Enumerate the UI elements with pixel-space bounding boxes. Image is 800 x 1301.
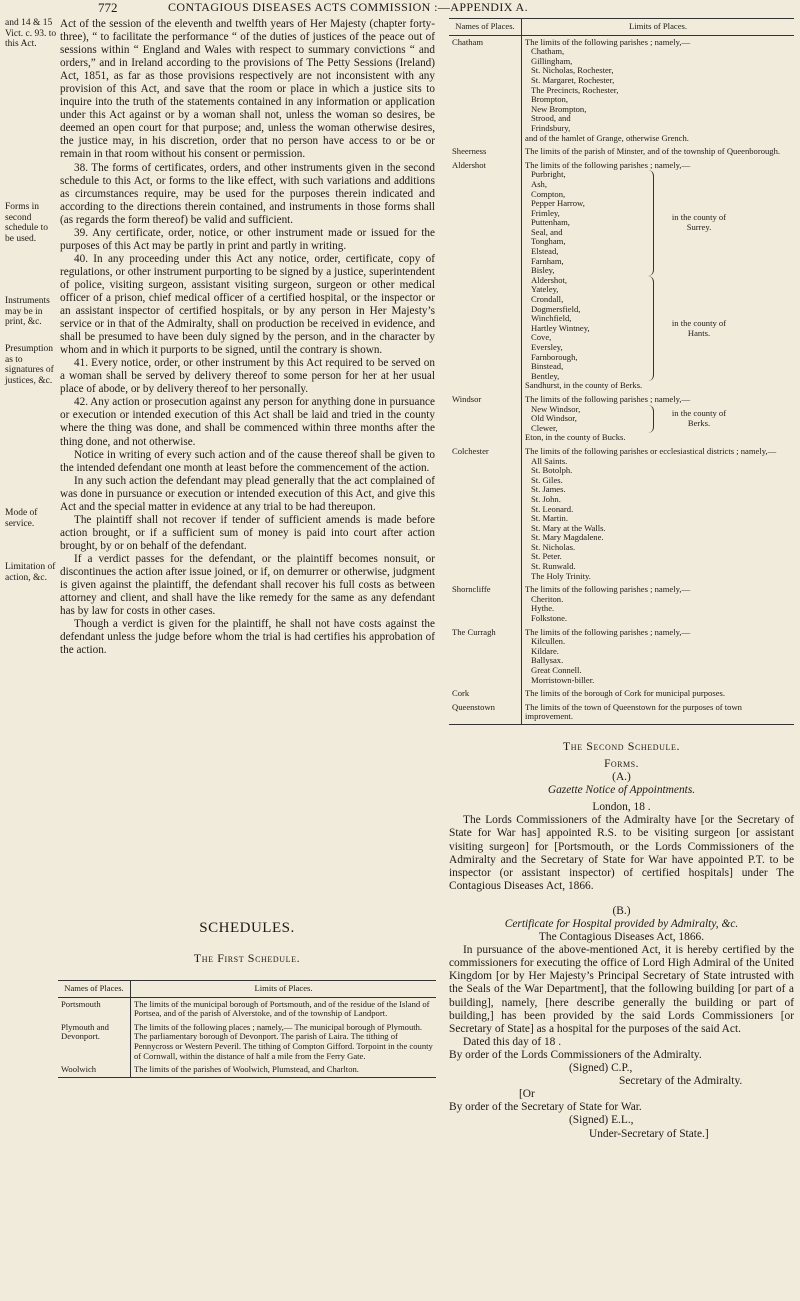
col-limits-header: Limits of Places. bbox=[522, 19, 795, 36]
list-item: Kilcullen. bbox=[531, 636, 566, 647]
list-item: Farnborough, bbox=[531, 351, 578, 362]
list-item: St. Giles. bbox=[531, 474, 563, 485]
list-item: Elstead, bbox=[531, 246, 559, 257]
second-schedule-title: The Second Schedule. bbox=[562, 738, 681, 753]
list-item: Dogmersfield, bbox=[531, 303, 581, 314]
table-row bbox=[449, 145, 794, 159]
para-verdict-plaintiff: Though a verdict is given for the plaintiff, he shall not have costs against the defendant unless the judge before whom the trial is had certifies his approbation of the action. bbox=[60, 618, 435, 657]
list-item: Farnham, bbox=[531, 255, 564, 266]
col-places-header: Names of Places. bbox=[58, 981, 131, 998]
list-item: St. Runwald. bbox=[531, 561, 576, 572]
county-label: in the county of Hants. bbox=[671, 318, 727, 338]
table-row bbox=[58, 1021, 436, 1063]
list-item: Strood, and bbox=[531, 113, 571, 124]
first-schedule-table-continued bbox=[449, 18, 794, 725]
form-b-dated: Dated this day of 18 . bbox=[463, 1035, 562, 1048]
list-item: Bentley, bbox=[531, 370, 560, 381]
list-item: Clewer, bbox=[531, 422, 558, 433]
para-tender: The plaintiff shall not recover if tender of sufficient amends is made before action brought, or if a sufficient sum of money is paid into court after action brought, by or on behalf of the defendant. bbox=[60, 513, 435, 552]
list-item: Brompton, bbox=[531, 94, 569, 105]
list-item: Folkstone. bbox=[531, 613, 568, 624]
form-b-sign-war: By order of the Secretary of State for War. bbox=[449, 1101, 642, 1114]
list-item: Purbright, bbox=[531, 169, 566, 180]
list-item: Tongham, bbox=[531, 236, 566, 247]
form-b-act: The Contagious Diseases Act, 1866. bbox=[538, 931, 705, 944]
list-item: Gillingham, bbox=[531, 55, 573, 66]
list-item: St. Martin. bbox=[531, 513, 569, 524]
margin-note-instruments: Instruments may be in print, &c. bbox=[5, 296, 50, 327]
list-item: Eversley, bbox=[531, 342, 563, 352]
margin-note-forms: Forms in second schedule to be used. bbox=[5, 202, 49, 244]
left-column bbox=[60, 18, 435, 657]
hants-list bbox=[525, 276, 643, 382]
page-number: 772 bbox=[98, 0, 118, 15]
brace bbox=[643, 170, 654, 276]
list-item: Kildare. bbox=[531, 645, 559, 656]
county-label: in the county of Berks. bbox=[671, 408, 727, 428]
list-item: Yateley, bbox=[531, 284, 559, 295]
place-limits: The limits of the parishes of Woolwich, Plumstead, and Charlton. bbox=[131, 1063, 437, 1077]
form-a-title: Gazette Notice of Appointments. bbox=[547, 784, 696, 797]
list-item: Aldershot, bbox=[531, 274, 568, 285]
limits-intro: The limits of the following parishes ; namely,— bbox=[525, 36, 691, 47]
para-39: 39. Any certificate, order, notice, or other instrument made or issued for the purposes of this Act may be partly in print and partly in writing. bbox=[60, 226, 435, 252]
first-schedule-title: The First Schedule. bbox=[193, 951, 301, 965]
form-b-or: [Or bbox=[519, 1088, 535, 1101]
list-item: Morristown-biller. bbox=[531, 674, 595, 685]
surrey-list bbox=[525, 170, 643, 276]
right-column bbox=[449, 18, 794, 1141]
table-row bbox=[449, 445, 794, 583]
limits-outro: and of the hamlet of Grange, otherwise Grench. bbox=[525, 132, 689, 143]
curragh-list bbox=[525, 637, 791, 685]
place-limits: The limits of the following places ; namely,— The municipal borough of Plymouth. The parliamentary borough of Devonport. The parish of Laira. The tithing of Pennycross or Western Peveril. The tithing of Compton Gifford. Torpoint in the county of Cornwall, within the distance of half a mile from the Ferry Gate. bbox=[134, 1021, 433, 1061]
table-row bbox=[58, 997, 436, 1021]
hants-group bbox=[525, 276, 791, 382]
schedules-title: SCHEDULES. bbox=[199, 920, 295, 936]
windsor-list bbox=[525, 405, 643, 434]
para-42: 42. Any action or prosecution against any person for anything done in pursuance or execution or intended execution of this Act shall be laid and tried in the county where the thing was done, and shall be commenced within three months after the thing done, and not otherwise. bbox=[60, 396, 435, 448]
list-item: Binstead, bbox=[531, 361, 564, 372]
limits-intro: The limits of the following parishes ; namely,— bbox=[525, 393, 691, 404]
form-b-secretary-admiralty: Secretary of the Admiralty. bbox=[619, 1075, 743, 1088]
list-item: Frindsbury, bbox=[531, 122, 571, 133]
para-verdict-defendant: If a verdict passes for the defendant, or the plaintiff becomes nonsuit, or discontinues the action after issue joined, or if, on demurrer or otherwise, judgment is given against the plaintiff, the defendant shall recover his full costs as between attorney and client, and shall have the like remedy for the same as any defendant has by law for costs in other cases. bbox=[60, 552, 435, 618]
form-b-sign-admiralty: By order of the Lords Commissioners of the Admiralty. bbox=[449, 1048, 702, 1061]
list-item: St. Botolph. bbox=[531, 465, 573, 476]
para-40: 40. In any proceeding under this Act any notice, order, certificate, copy of regulations, or other instrument purporting to be signed by a justice, superintendent of police, visiting surgeon, assistant visiting surgeon, surgeon or other medical officer of a prison, chief medical officer of a certified hospital, or the inspector or an assistant inspector of certified hospitals, or by any person in Her Majesty’s service or in that of the Admiralty, shall on production be received in evidence, and shall be presumed to have been duly signed by the person, and in the character by whom and in which it purports to be signed, until the contrary is shown. bbox=[60, 252, 435, 357]
place-name: Sheerness bbox=[449, 145, 522, 159]
list-item: Bisley, bbox=[531, 265, 555, 276]
berks-group bbox=[525, 405, 791, 434]
margin-note-service: Mode of service. bbox=[5, 508, 38, 529]
place-limits: The limits of the town of Queenstown for the purposes of town improvement. bbox=[522, 701, 795, 725]
form-a-dateline: London, 18 . bbox=[592, 801, 651, 814]
table-row bbox=[449, 626, 794, 688]
place-name: Colchester bbox=[449, 445, 522, 583]
list-item: Great Connell. bbox=[531, 665, 582, 675]
form-b-signed-cp: (Signed) C.P., bbox=[569, 1062, 633, 1075]
brace bbox=[643, 276, 654, 382]
list-item: All Saints. bbox=[531, 455, 568, 466]
place-name: Aldershot bbox=[449, 159, 522, 393]
list-item: St. James. bbox=[531, 484, 566, 495]
list-item: Chatham, bbox=[531, 46, 565, 57]
list-item: The Holy Trinity. bbox=[531, 570, 591, 581]
list-item: Compton, bbox=[531, 188, 566, 199]
margin-note-limitation: Limitation of action, &c. bbox=[5, 562, 56, 583]
place-name: Chatham bbox=[449, 35, 522, 145]
list-item: Hythe. bbox=[531, 603, 555, 614]
list-item: Ash, bbox=[531, 178, 547, 189]
list-item: St. Mary at the Walls. bbox=[531, 522, 606, 533]
form-a-body: The Lords Commissioners of the Admiralty have [or the Secretary of State for War has] appointed R.S. to be visiting surgeon [or assistant visiting surgeon] for [Portsmouth, or the Lords Commissioners of the Admiralty and the Secretary of State for War have appointed P.T. to be inspector (or assistant inspector) of certified hospitals] under The Contagious Diseases Act, 1866. bbox=[449, 814, 794, 892]
table-row bbox=[449, 687, 794, 701]
limits-intro: The limits of the following parishes ; namely,— bbox=[525, 159, 691, 170]
list-item: St. John. bbox=[531, 493, 561, 504]
place-name: Woolwich bbox=[58, 1063, 131, 1077]
form-b-under-secretary: Under-Secretary of State.] bbox=[589, 1127, 709, 1140]
margin-note-presumption: Presumption as to signatures of justices, &c. bbox=[5, 344, 54, 386]
place-limits: The limits of the municipal borough of Portsmouth, and of the residue of the Island of Portsea, and of the parish of Alverstoke, and of the township of Landport. bbox=[134, 998, 430, 1019]
list-item: St. Peter. bbox=[531, 551, 562, 562]
place-limits: The limits of the borough of Cork for municipal purposes. bbox=[525, 688, 726, 699]
col-limits-header: Limits of Places. bbox=[131, 981, 437, 998]
list-item: St. Nicholas. bbox=[531, 541, 576, 552]
list-item: Old Windsor, bbox=[531, 413, 577, 424]
form-b-label: (B.) bbox=[612, 904, 631, 917]
form-a-label: (A.) bbox=[612, 771, 631, 784]
first-schedule-table bbox=[58, 980, 436, 1078]
table-row bbox=[449, 35, 794, 145]
place-limits: The limits of the parish of Minster, and of the township of Queenborough. bbox=[525, 146, 781, 157]
place-name: Shorncliffe bbox=[449, 583, 522, 625]
limits-outro: Eton, in the county of Bucks. bbox=[525, 432, 626, 443]
list-item: Ballysax. bbox=[531, 655, 564, 666]
county-label: in the county of Surrey. bbox=[671, 212, 727, 233]
list-item: St. Leonard. bbox=[531, 503, 574, 514]
table-row bbox=[449, 701, 794, 725]
para-41: 41. Every notice, order, or other instrument by this Act required to be served on a woman shall be served by delivery thereof to some person for her at her usual place of abode, or by delivery thereof to her personally. bbox=[60, 357, 435, 396]
para-38: 38. The forms of certificates, orders, and other instruments given in the second schedule to this Act, or forms to the like effect, with such variations and additions as circumstances require, may be used for the purposes therein indicated and according to the directions therein contained, and instruments in those forms shall (as regards the form thereof) be valid and sufficient. bbox=[60, 161, 435, 226]
list-item: Cheriton. bbox=[531, 593, 564, 604]
place-name: Queenstown bbox=[449, 701, 522, 725]
table-row bbox=[449, 393, 794, 445]
second-schedule-body bbox=[449, 758, 794, 1141]
form-b-body: In pursuance of the above-mentioned Act, it is hereby certified by the commissioners for executing the office of Lord High Admiral of the United Kingdom [or by Her Majesty’s Principal Secretary of State intrusted with the Seals of the War Department], that the following building [or part of a building], namely, [here describe generally the building or part of building,] has been provided by the said Lords Commissioners [or Secretary of State] as a hospital for the purposes of the said Act. bbox=[449, 944, 794, 1035]
list-item: Puttenham, bbox=[531, 217, 570, 228]
colchester-list bbox=[525, 457, 791, 582]
para-plead: In any such action the defendant may plead generally that the act complained of was done in pursuance or execution or intended execution of this Act, and give this Act and the special matter in evidence at any trial to be had thereupon. bbox=[60, 474, 435, 513]
limits-intro: The limits of the following parishes ; namely,— bbox=[525, 584, 691, 595]
running-head: CONTAGIOUS DISEASES ACTS COMMISSION :—APPENDIX A. bbox=[168, 0, 529, 14]
list-item: St. Nicholas, Rochester, bbox=[531, 65, 614, 76]
list-item: New Brompton, bbox=[531, 103, 587, 114]
list-item: Cove, bbox=[531, 332, 552, 343]
list-item: Pepper Harrow, bbox=[531, 198, 585, 209]
place-name: The Curragh bbox=[449, 626, 522, 688]
limits-intro: The limits of the following parishes or ecclesiastical districts ; namely,— bbox=[525, 445, 777, 456]
margin-note-act: and 14 & 15 Vict. c. 93. to this Act. bbox=[5, 18, 57, 49]
list-item: New Windsor, bbox=[531, 403, 581, 414]
table-row bbox=[449, 159, 794, 393]
limits-outro: Sandhurst, in the county of Berks. bbox=[525, 380, 643, 391]
list-item: Seal, and bbox=[531, 226, 563, 237]
forms-heading: Forms. bbox=[604, 757, 639, 770]
list-item: Crondall, bbox=[531, 294, 564, 305]
chatham-list bbox=[525, 47, 791, 133]
col-places-header: Names of Places. bbox=[449, 19, 522, 36]
list-item: Winchfield, bbox=[531, 313, 572, 324]
place-name: Plymouth and Devonport. bbox=[58, 1021, 131, 1063]
form-b-signed-el: (Signed) E.L., bbox=[569, 1114, 634, 1127]
brace bbox=[643, 405, 654, 434]
place-name: Portsmouth bbox=[58, 997, 131, 1021]
place-name: Windsor bbox=[449, 393, 522, 445]
para-act: Act of the session of the eleventh and twelfth years of Her Majesty (chapter forty-three), “ to facilitate the performance “ of the duties of justices of the peace out of sessions within “ England and Wales with respect to summary convictions “ and orders,” and in Ireland according to the provisions of The Petty Sessions (Ireland) Act, 1851, as far as those provisions respectively are not inconsistent with any provision of this Act, and save that the room or place in which a justice sits to inquire into the truth of the statements contained in any information or application under this Act against or by a woman shall not, unless the woman so desires, be deemed an open court for that purpose; and, unless the woman otherwise desires, the justice may, in his discretion, order that no person have access to or be or remain in that room without his consent or permission. bbox=[60, 18, 435, 161]
schedules-block bbox=[58, 920, 436, 1078]
shorncliffe-list bbox=[525, 595, 791, 624]
table-row bbox=[449, 583, 794, 625]
place-name: Cork bbox=[449, 687, 522, 701]
form-b-title: Certificate for Hospital provided by Admiralty, &c. bbox=[504, 918, 739, 930]
list-item: The Precincts, Rochester, bbox=[531, 84, 619, 95]
para-notice: Notice in writing of every such action and of the cause thereof shall be given to the intended defendant one month at least before the commencement of the action. bbox=[60, 448, 435, 474]
list-item: Hartley Wintney, bbox=[531, 322, 590, 333]
surrey-group bbox=[525, 170, 791, 276]
list-item: St. Mary Magdalene. bbox=[531, 532, 604, 543]
table-row bbox=[58, 1063, 436, 1077]
list-item: St. Margaret, Rochester, bbox=[531, 74, 615, 85]
list-item: Frimley, bbox=[531, 207, 560, 218]
limits-intro: The limits of the following parishes ; namely,— bbox=[525, 626, 691, 637]
